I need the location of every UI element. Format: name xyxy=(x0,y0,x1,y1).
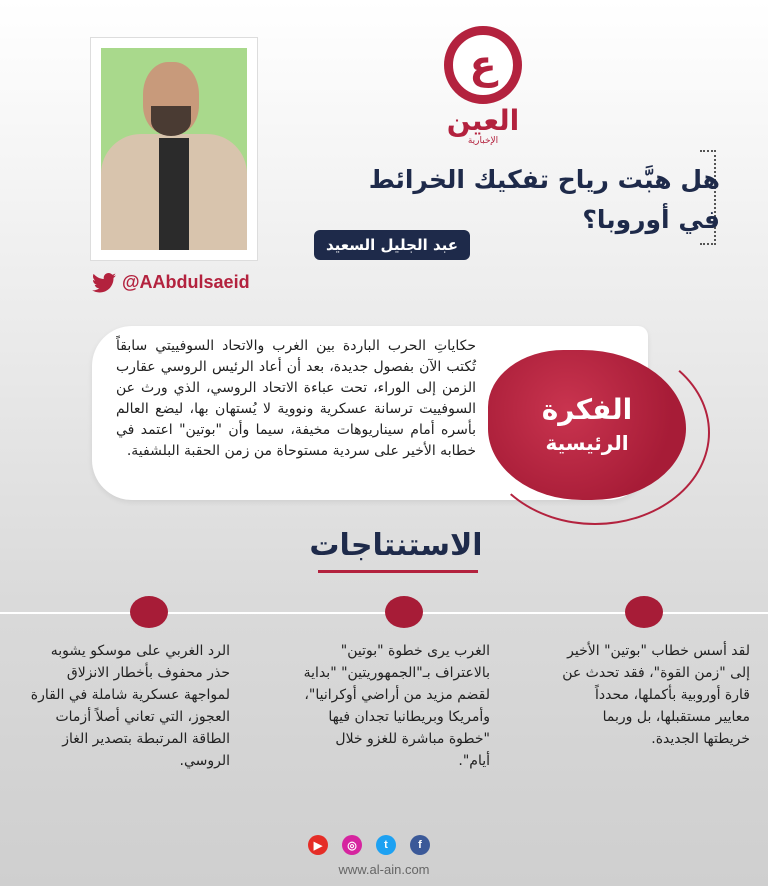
twitter-bird-icon xyxy=(92,273,116,293)
title-line-2: في أوروبا؟ xyxy=(582,205,720,234)
conclusion-item: الرد الغربي على موسكو يشوبه حذر محفوف بأخطار الانزلاق لمواجهة عسكرية شاملة في القارة العجوز، التي تعاني أصلاً أزمات الطاقة المرتبطة بتصدير الغاز الروسي. xyxy=(30,643,230,769)
main-idea-label-1: الفكرة xyxy=(541,393,633,426)
logo-ring xyxy=(444,26,522,104)
author-photo xyxy=(101,48,247,250)
speech-bubble-icon xyxy=(625,596,663,628)
youtube-icon[interactable]: ▶ xyxy=(308,835,328,855)
logo-glyph: ع xyxy=(469,42,497,88)
twitter-handle: @AAbdulsaeid xyxy=(122,272,250,292)
social-links xyxy=(308,835,430,855)
main-idea-label-2: الرئيسية xyxy=(545,431,629,455)
brand-logo xyxy=(438,26,528,146)
twitter-icon[interactable]: t xyxy=(376,835,396,855)
conclusion-item: الغرب يرى خطوة "بوتين" بالاعتراف بـ"الجمهوريتين" "بداية لقضم مزيد من أراضي أوكرانيا"، وأمريكا وبريطانيا تجدان فيها "خطوة مباشرة للغزو خلال أيام". xyxy=(303,643,490,769)
title-line-1: هل هبَّت رياح تفكيك الخرائط xyxy=(368,165,720,194)
facebook-icon[interactable]: f xyxy=(410,835,430,855)
speech-bubble-icon xyxy=(385,596,423,628)
author-name: عبد الجليل السعيد xyxy=(314,230,470,260)
article-title xyxy=(300,160,720,240)
conclusions-underline xyxy=(318,570,478,573)
logo-name: العين xyxy=(446,104,520,137)
twitter-handle-row[interactable] xyxy=(92,272,250,293)
logo-subtitle: الإخبارية xyxy=(467,136,499,146)
conclusion-item: لقد أسس خطاب "بوتين" الأخير إلى "زمن القوة"، فقد تحدث عن قارة أوروبية بأكملها، محدداً معايير مستقبلها، بل وربما خريطتها الجديدة. xyxy=(562,643,750,747)
speech-bubble-icon xyxy=(130,596,168,628)
author-photo-frame xyxy=(90,37,258,261)
main-idea-text: حكاياتِ الحرب الباردة بين الغرب والاتحاد السوفييتي سابقاً تُكتب الآن بفصول جديدة، بعد أن أعاد الرئيس الروسي عقارب الزمن إلى الوراء، تحت عباءة الاتحاد الروسي، الذي ورث عن السوفييت ترسانة عسكرية ونووية لا يُستهان بها، ليضع العالم بأسره أمام سيناريوهات مخيفة، سيما وأن "بوتين" اعتمد في خطابه الأخير على سردية مستوحاة من زمن الحقبة البلشفية. xyxy=(116,338,476,459)
instagram-icon[interactable]: ◎ xyxy=(342,835,362,855)
conclusions-title: الاستنتاجات xyxy=(309,528,483,563)
website-url[interactable]: www.al-ain.com xyxy=(338,862,430,877)
